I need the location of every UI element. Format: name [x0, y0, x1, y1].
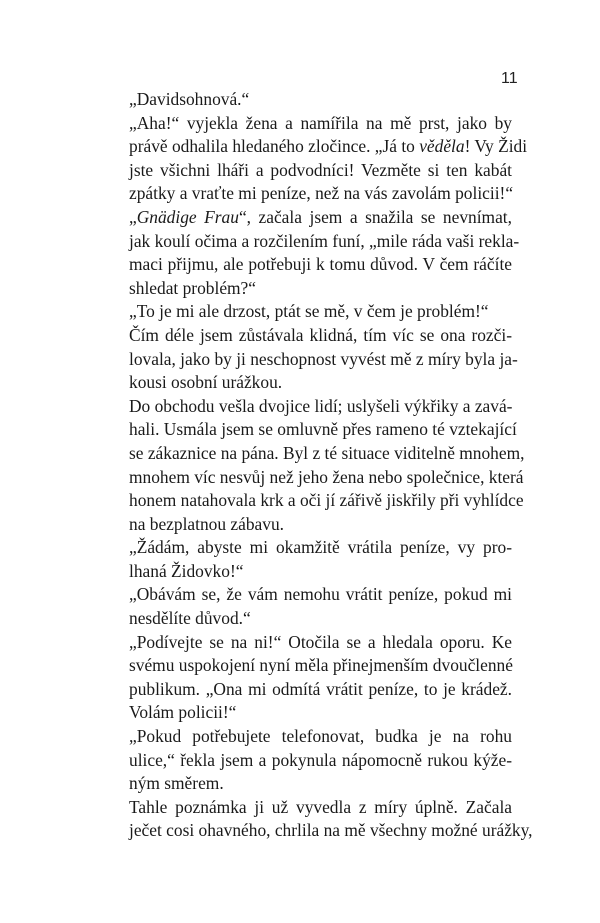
paragraph	[129, 536, 512, 583]
text-run: „	[129, 206, 137, 227]
text-line: kousi osobní urážkou.	[129, 372, 283, 393]
text-line: se zákaznice na pána. Byl z té situace viditelně mnohem,	[129, 442, 525, 463]
emphasis: Gnädige Frau	[136, 206, 239, 227]
text-line: ječet cosi ohavného, chrlila na mě všechny možné urážky,	[129, 820, 533, 841]
text-line: „Davidsohnová.“	[129, 89, 250, 109]
text-line	[129, 206, 512, 230]
text-line: Čím déle jsem zůstávala klidná, tím víc se ona rozči-	[129, 324, 512, 345]
page-number: 11	[501, 70, 518, 87]
text-line: nesdělíte důvod.“	[129, 608, 251, 629]
text-line: „Obávám se, že vám nemohu vrátit peníze, pokud mi	[129, 584, 512, 605]
paragraph	[129, 206, 520, 300]
text-line: jste všichni lháři a podvodníci! Vezměte si ten kabát	[129, 159, 512, 180]
paragraph	[129, 631, 512, 725]
text-line: honem natahovala krk a oči jí zářivě jiskřily při vyhlídce	[129, 490, 524, 511]
text-line: Volám policii!“	[129, 702, 237, 723]
text-line: lhaná Židovko!“	[129, 560, 244, 581]
text-line: zpátky a vraťte mi peníze, než na vás zavolám policii!“	[129, 183, 514, 204]
text-line: jak koulí očima a rozčilením funí, „mile ráda vaši rekla-	[129, 230, 520, 251]
text-line: „To je mi ale drzost, ptát se mě, v čem je problém!“	[129, 301, 489, 322]
body-text	[129, 88, 533, 843]
text-line: „Pokud potřebujete telefonovat, budka je na rohu	[129, 726, 512, 747]
paragraph	[129, 796, 533, 843]
text-line: maci přijmu, ale potřebuji k tomu důvod. V čem ráčíte	[129, 254, 512, 275]
text-line: Tahle poznámka ji už vyvedla z míry úplně. Začala	[129, 796, 512, 817]
text-line: „Žádám, abyste mi okamžitě vrátila peníze, vy pro-	[129, 537, 512, 558]
paragraph	[129, 725, 512, 796]
text-line: hali. Usmála jsem se omluvně přes rameno té vztekající	[129, 419, 517, 440]
text-line: „Podívejte se na ni!“ Otočila se a hledala oporu. Ke	[129, 631, 512, 652]
paragraph	[129, 112, 528, 206]
text-line: ným směrem.	[129, 773, 224, 794]
text-line: Do obchodu vešla dvojice lidí; uslyšeli výkřiky a zavá-	[129, 395, 513, 416]
text-run: ! Vy Židi	[464, 136, 528, 157]
paragraph	[129, 583, 512, 630]
text-line: publikum. „Ona mi odmítá vrátit peníze, to je krádež.	[129, 678, 512, 699]
text-run: “, začala jsem a snažila se nevnímat,	[238, 206, 512, 227]
paragraph	[129, 324, 518, 395]
text-run: právě odhalila hledaného zločince. „Já to	[129, 136, 420, 157]
text-line: svému uspokojení nyní měla přinejmenším dvoučlenné	[129, 655, 513, 676]
paragraph	[129, 300, 512, 324]
text-line: shledat problém?“	[129, 277, 256, 298]
text-line: na bezplatnou zábavu.	[129, 513, 284, 534]
text-line: „Aha!“ vyjekla žena a namířila na mě prst, jako by	[129, 112, 512, 133]
text-line: mnohem víc nesvůj než jeho žena nebo společnice, která	[129, 466, 524, 487]
paragraph	[129, 88, 512, 112]
paragraph	[129, 395, 525, 537]
text-line: lovala, jako by ji neschopnost vyvést mě z míry byla ja-	[129, 348, 518, 369]
text-line	[129, 135, 528, 159]
text-line: ulice,“ řekla jsem a pokynula nápomocně rukou kýže-	[129, 749, 512, 770]
emphasis: věděla	[419, 136, 465, 157]
